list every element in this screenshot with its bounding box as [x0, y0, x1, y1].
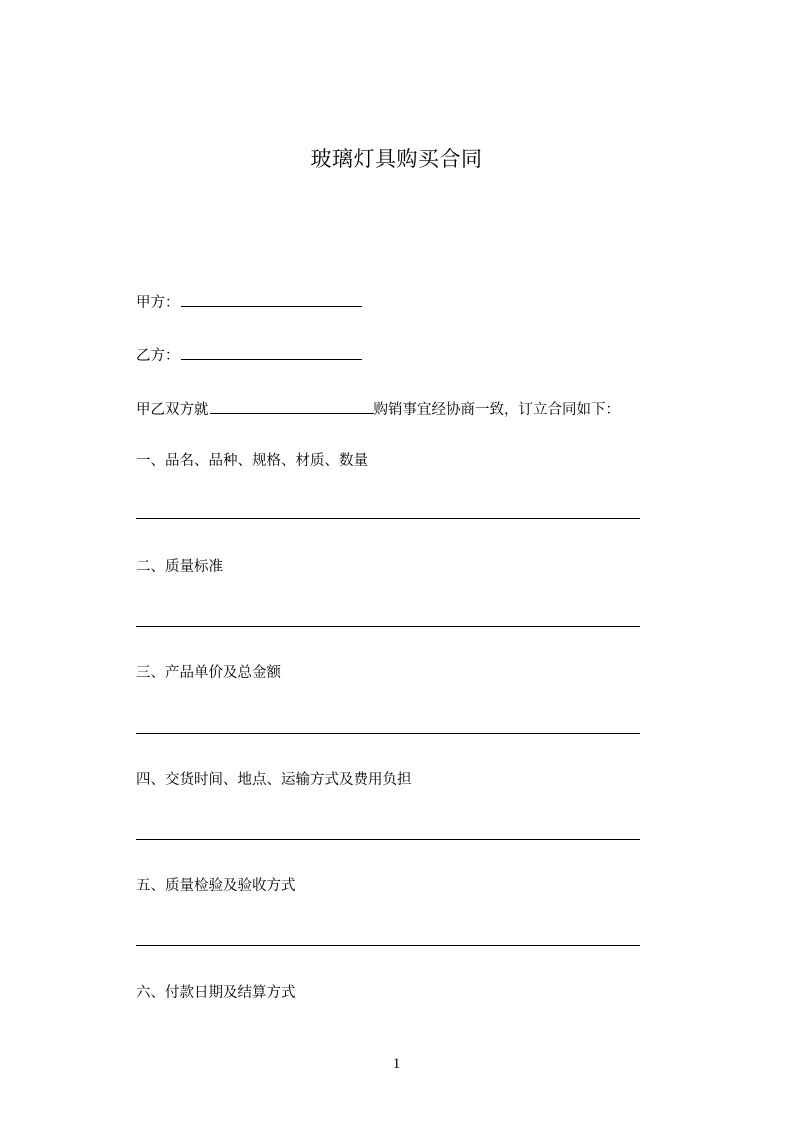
section-heading: 三、产品单价及总金额 [136, 665, 281, 681]
contract-title: 玻璃灯具购买合同 [310, 147, 483, 171]
party-b-label: 乙方： [136, 348, 180, 364]
intro-blank [210, 399, 374, 414]
page-number: 1 [392, 1056, 401, 1072]
party-b-blank [181, 345, 362, 360]
section-heading: 二、质量标准 [136, 559, 223, 575]
intro-line [136, 399, 620, 419]
section-answer-line [136, 518, 640, 519]
section-answer-line [136, 839, 640, 840]
section-answer-line [136, 945, 640, 946]
party-a-label: 甲方： [136, 295, 180, 311]
party-a-line [136, 292, 362, 312]
section-heading: 一、品名、品种、规格、材质、数量 [136, 453, 368, 469]
intro-prefix: 甲乙双方就 [136, 402, 209, 418]
section-heading: 五、质量检验及验收方式 [136, 878, 296, 894]
section-answer-line [136, 626, 640, 627]
section-heading: 四、交货时间、地点、运输方式及费用负担 [136, 772, 412, 788]
party-a-blank [181, 292, 362, 307]
section-answer-line [136, 733, 640, 734]
party-b-line [136, 345, 362, 365]
intro-suffix: 购销事宜经协商一致，订立合同如下： [373, 402, 620, 418]
section-heading: 六、付款日期及结算方式 [136, 985, 296, 1001]
